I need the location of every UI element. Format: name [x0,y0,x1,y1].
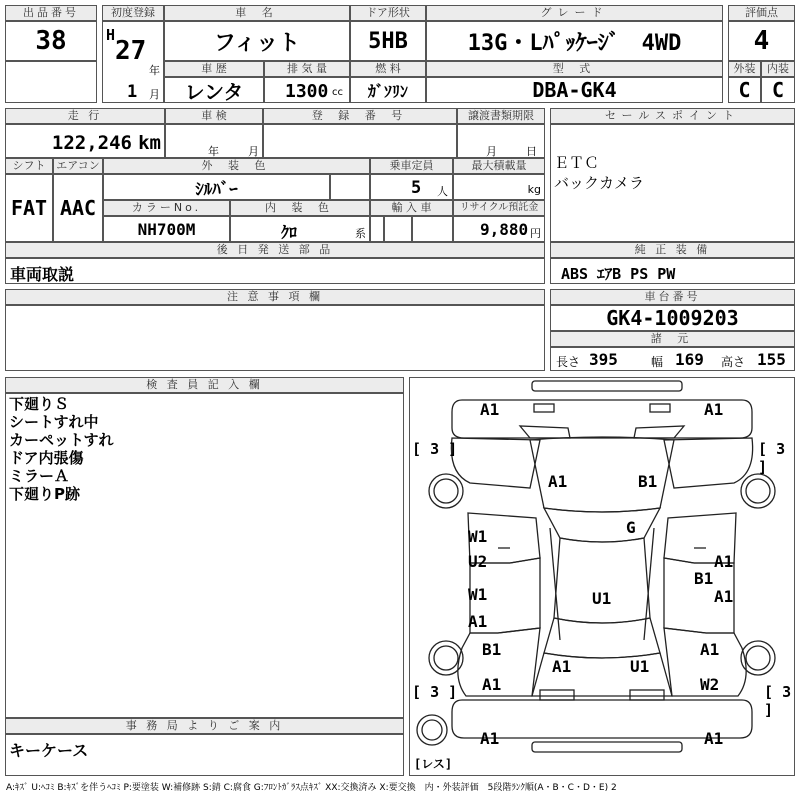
damage-code-rear-left-quarter: A1 [482,675,502,694]
damage-code-fr-door-dent: B1 [694,569,714,588]
aircon: AAC [53,174,103,242]
capacity-label: 乗車定員 [370,158,453,174]
headlight-left [520,426,570,438]
recycle-fee-box [453,216,545,242]
import-blank-a [370,216,384,242]
fuel: ｶﾞｿﾘﾝ [350,77,426,103]
lot-number: 38 [5,21,97,61]
inspector-note: カーペットすれ [9,431,114,449]
fuel-label: 燃 料 [350,61,426,77]
front-grille-left [534,404,554,412]
inspection-year-unit: 年 [208,145,219,158]
chassis-number-label: 車台番号 [550,289,795,305]
interior-score-label: 内装 [761,61,795,77]
car-outline-svg [410,378,794,775]
registration-month: 1 [127,82,138,102]
car-diagram [409,377,795,776]
headlight-right [634,426,684,438]
damage-code-rl-door-lower: A1 [468,612,488,631]
damage-code-front-left: A1 [480,400,500,419]
door-type: 5HB [350,21,426,61]
mileage-label: 走 行 [5,108,165,124]
office-note: キーケース [9,741,89,760]
front-left-panel [451,438,540,488]
later-parts: 車両取説 [10,265,75,284]
max-load-box [453,174,545,200]
front-right-panel [664,438,753,488]
max-load-unit: kg [527,183,541,196]
exterior-color-extra [330,174,370,200]
first-registration-label: 初度登録 [102,5,164,21]
model-label: 型 式 [426,61,723,77]
year-unit: 年 [149,64,160,77]
sales-point-item: ＥＴＣ [554,154,600,172]
month-unit: 月 [149,88,160,101]
model-code: DBA-GK4 [426,77,723,103]
damage-code-fl-door-upper: W1 [468,527,488,546]
damage-code-rear-right-quarter: W2 [700,675,720,694]
import-blank-b [384,216,412,242]
damage-code-tailgate-right: U1 [630,657,650,676]
inspector-note: 下廻りＳ [9,395,70,413]
office-notes-label: 事 務 局 よ り ご 案 内 [5,718,404,734]
color-number: NH700M [103,216,230,242]
history: レンタ [164,77,264,103]
specs-box [550,347,795,371]
damage-code-hood-right: B1 [638,472,658,491]
aircon-label: エアコン [53,158,103,174]
mileage-unit: km [138,132,161,154]
front-grille-right [650,404,670,412]
damage-code-rear-right-fender: A1 [700,640,720,659]
import-blank-c [412,216,453,242]
inspector-note: ドア内張傷 [9,449,84,467]
roof-pillar-left [550,528,560,640]
roof-pillar-right [644,528,654,640]
exterior-score-label: 外装 [728,61,761,77]
sales-point-item: バックカメラ [554,174,645,192]
recycle-fee-label: リサイクル預託金 [453,200,545,216]
transfer-deadline-box [457,124,545,158]
damage-code-legend: A:ｷｽﾞ U:ﾍｺﾐ B:ｷｽﾞを伴うﾍｺﾐ P:要塗装 W:補修跡 S:錆 C:腐食 G:ﾌﾛﾝﾄｶﾞﾗｽ点ｷｽﾞ XX:交換済み X:要交換 内・外装評価 5段階ﾗﾝｸ順(A・B・C・D・E) 2 [6,783,617,793]
office-notes-box [5,734,404,776]
damage-code-fr-door: A1 [714,552,734,571]
registration-number [263,124,457,158]
exterior-score: C [728,77,761,103]
transfer-month-unit: 月 [486,145,497,158]
wheel-rear-left-inner [434,646,458,670]
damage-code-tailgate-left: A1 [552,657,572,676]
transfer-deadline-label: 譲渡書類期限 [457,108,545,124]
spare-tire-inner [422,720,442,740]
registration-number-label: 登 録 番 号 [263,108,457,124]
specs-label: 諸 元 [550,331,795,347]
displacement-label: 排 気 量 [264,61,350,77]
recycle-fee: 9,880 [480,220,529,239]
rear-window [544,618,660,658]
score-label: 評価点 [728,5,795,21]
shift-label: シフト [5,158,53,174]
height: 155 [757,350,786,369]
interior-score: C [761,77,795,103]
rear-bumper-bottom [532,742,682,752]
chassis-number: GK4-1009203 [550,305,795,331]
damage-code-hood-left: A1 [548,472,568,491]
car-name: フィット [164,21,350,61]
inspector-note: シートすれ中 [9,413,99,431]
width-label: 幅 [651,355,664,369]
color-number-label: カラーNo. [103,200,230,216]
sales-points-label: セールスポイント [550,108,795,124]
damage-code-rear-left: A1 [480,729,500,748]
damage-code-roof: U1 [592,589,612,608]
capacity-box [370,174,453,200]
equipment-label: 純 正 装 備 [550,242,795,258]
later-parts-box [5,258,545,284]
notes-label: 注 意 事 項 欄 [5,289,545,305]
lot-number-label: 出品番号 [5,5,97,21]
tire-depth-front-right: [ 3 ] [758,440,786,476]
inspection-box [165,124,263,158]
max-load-label: 最大積載量 [453,158,545,174]
inspector-note: 下廻りP跡 [9,485,80,503]
tail-light-left [540,690,574,700]
displacement-unit: cc [332,87,343,98]
grade: 13G・Lﾊﾟｯｹｰｼﾞ 4WD [426,21,723,61]
interior-color-unit: 系 [355,227,366,240]
damage-code-rl-door-upper: W1 [468,585,488,604]
damage-code-windshield: G [626,518,636,537]
tire-depth-front-left: [ 3 ] [412,440,458,458]
sales-points-box [550,124,795,242]
grade-label: グレード [426,5,723,21]
interior-color-box [230,216,370,242]
equipment: ABS ｴｱB PS PW [561,265,676,283]
damage-code-rear-right: A1 [704,729,724,748]
inspector-note: ミラーＡ [9,467,70,485]
recycle-fee-unit: 円 [530,227,541,240]
tire-depth-rear-left: [ 3 ] [412,683,458,701]
car-name-label: 車 名 [164,5,350,21]
score: 4 [728,21,795,61]
displacement-box [264,77,350,103]
damage-code-rear-left-fender: B1 [482,640,502,659]
tire-depth-rear-right: [ 3 ] [764,683,792,719]
lot-number-blank [5,61,97,103]
front-bumper-top [532,381,682,391]
damage-code-front-right: A1 [704,400,724,419]
equipment-box [550,258,795,284]
inspection-label: 車 検 [165,108,263,124]
capacity: 5 [411,178,422,198]
length-label: 長さ [556,355,581,369]
exterior-color: ｼﾙﾊﾞｰ [103,174,330,200]
width: 169 [675,350,704,369]
tail-light-right [630,690,664,700]
inspector-notes-box [5,393,404,718]
wheel-front-right-inner [746,479,770,503]
spare-tire-status: [レス] [414,757,453,771]
height-label: 高さ [721,355,746,369]
door-type-label: ドア形状 [350,5,426,21]
interior-color-label: 内 装 色 [230,200,370,216]
transfer-day-unit: 日 [526,145,537,158]
displacement: 1300 [285,81,329,102]
registration-year: 27 [115,36,147,66]
capacity-unit: 人 [437,185,448,198]
damage-code-rr-door: A1 [714,587,734,606]
damage-code-fl-door-lower: U2 [468,552,488,571]
length: 395 [589,350,618,369]
wheel-rear-right-inner [746,646,770,670]
mileage-box [5,124,165,158]
import-label: 輸 入 車 [370,200,453,216]
shift: FAT [5,174,53,242]
first-registration-box [102,21,164,103]
era: H [106,26,116,44]
exterior-color-label: 外 装 色 [103,158,370,174]
windshield [544,508,660,542]
mileage: 122,246 [51,132,132,154]
interior-color: ｸﾛ [281,223,298,242]
later-parts-label: 後 日 発 送 部 品 [5,242,545,258]
notes-box [5,305,545,371]
inspector-notes-label: 検 査 員 記 入 欄 [5,377,404,393]
wheel-front-left-inner [434,479,458,503]
roof [554,538,650,623]
history-label: 車 歴 [164,61,264,77]
inspection-month-unit: 月 [248,145,259,158]
